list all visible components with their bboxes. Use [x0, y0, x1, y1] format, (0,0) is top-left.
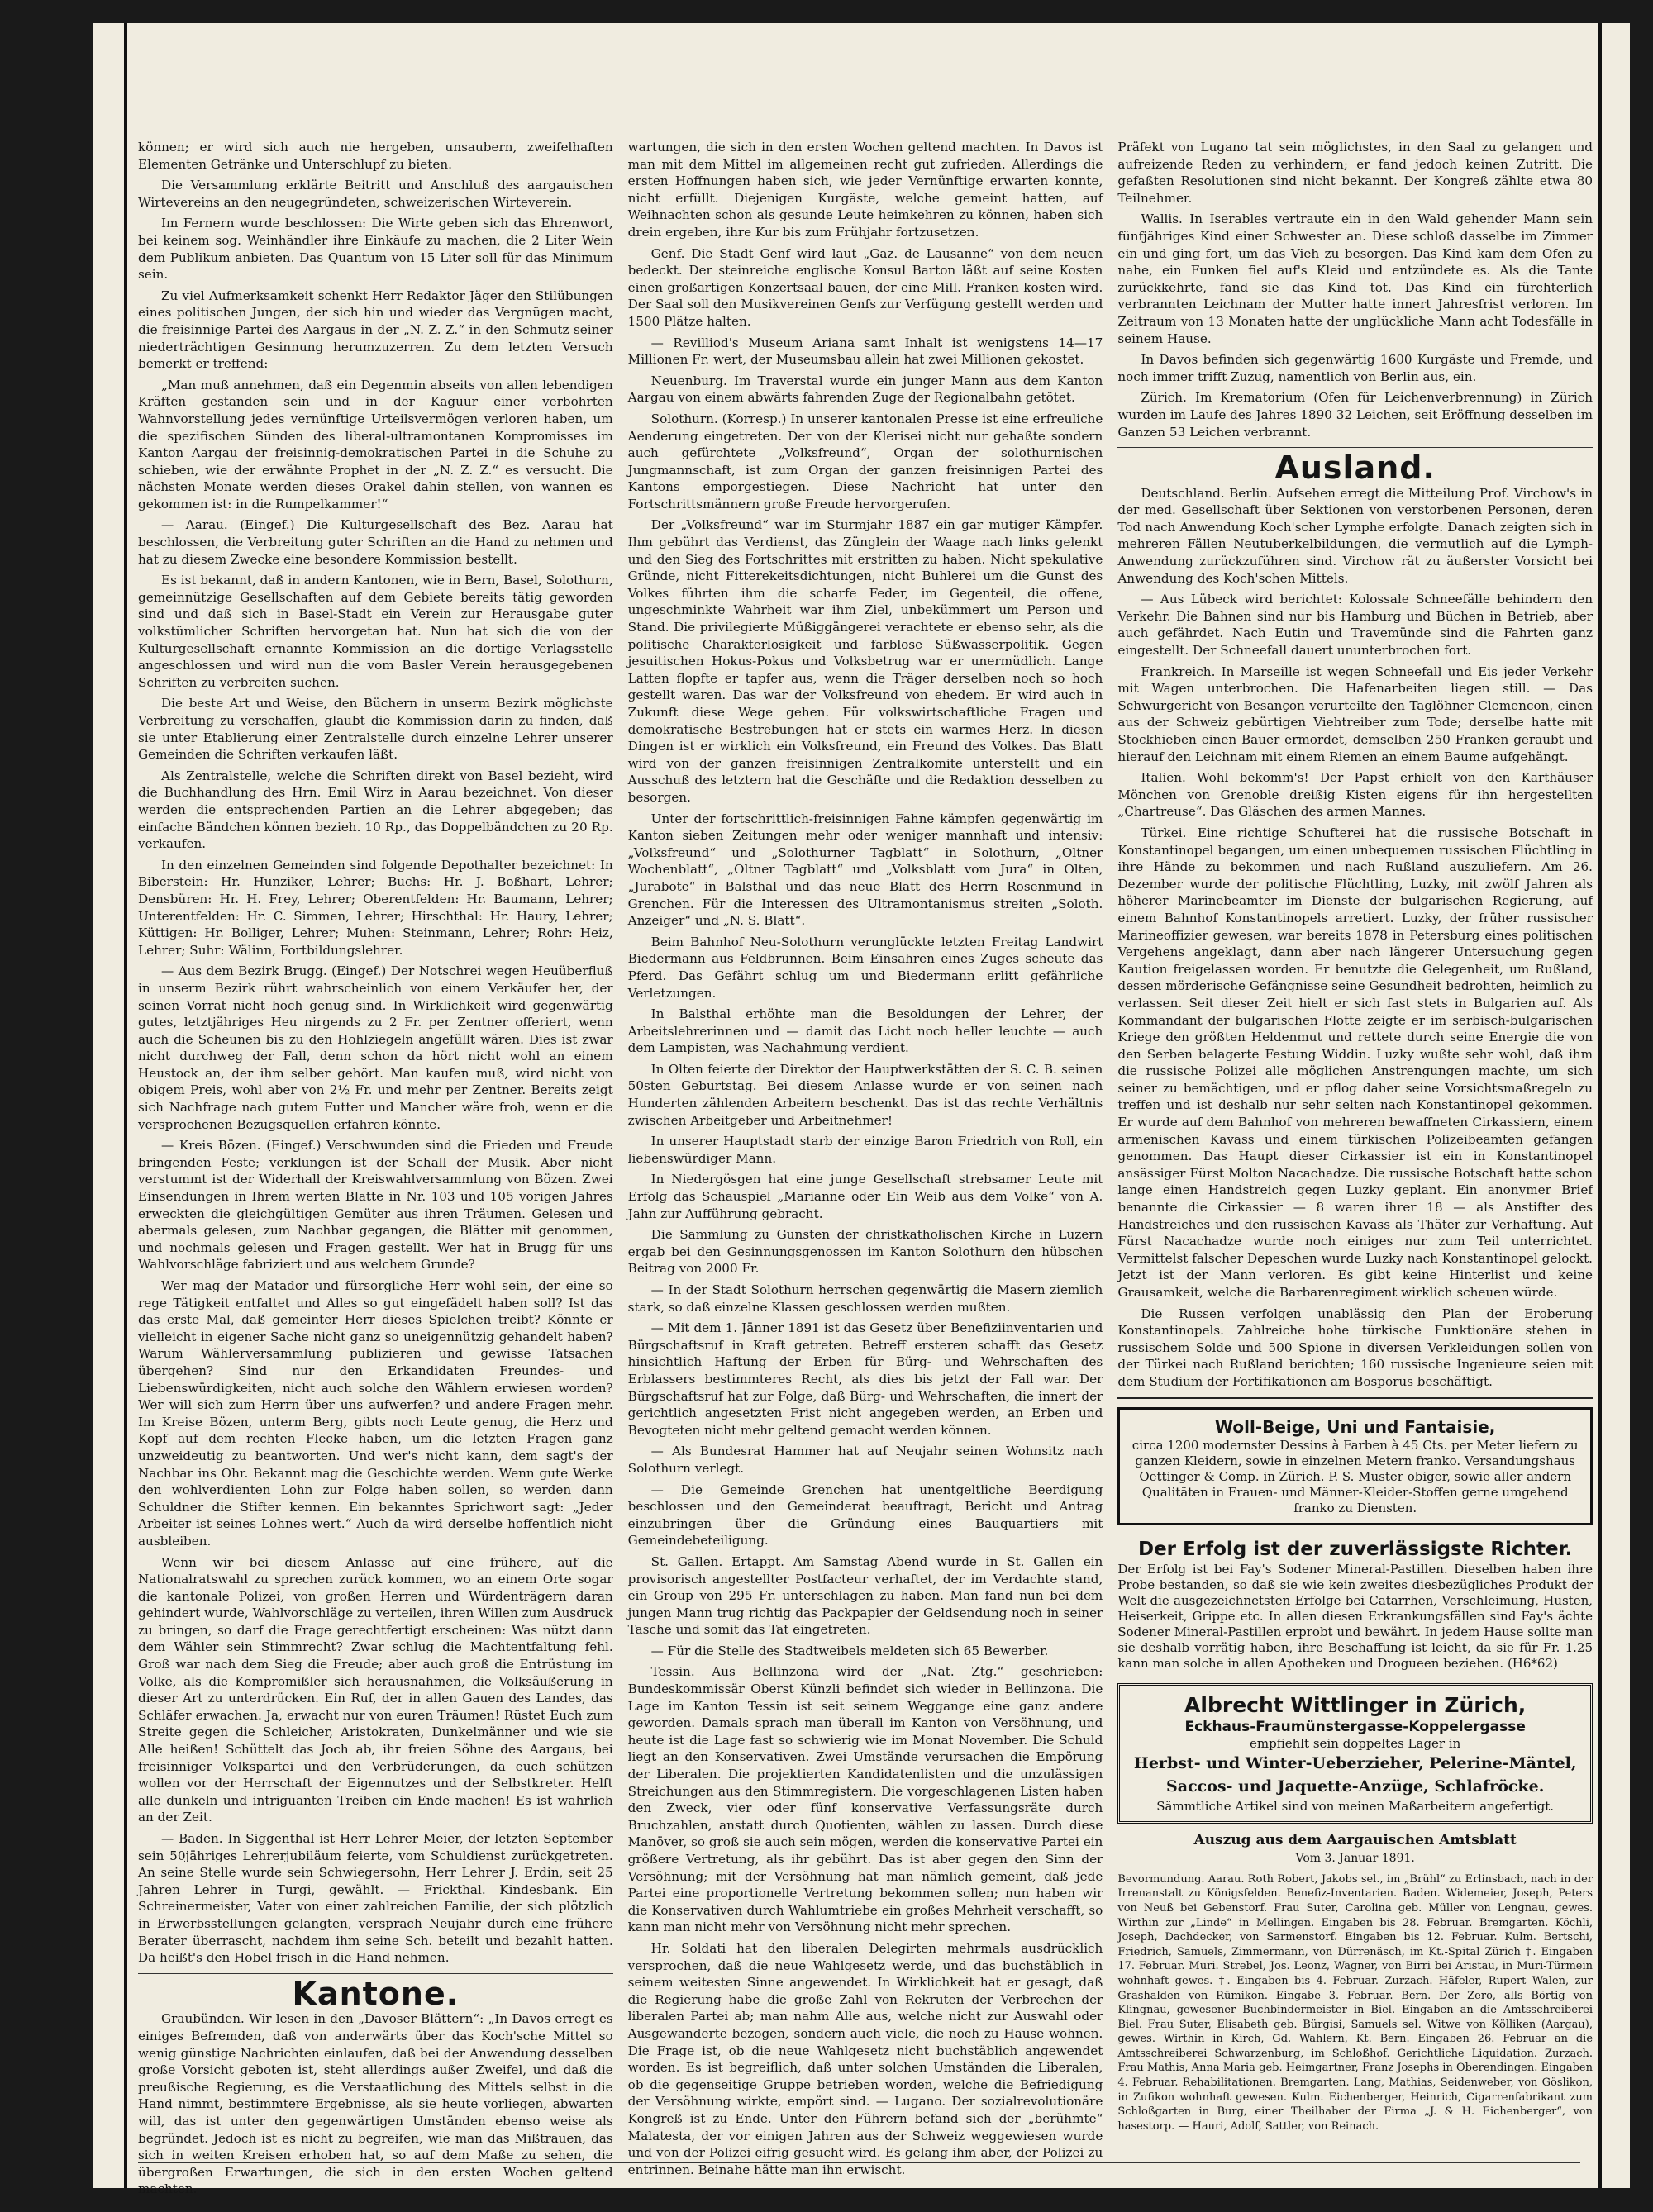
column-1-paragraph: Es ist bekannt, daß in andern Kantonen, wie in Bern, Basel, Solothurn, gemeinnützige Gesellschaften auf dem Gebiete bereits tätig geworden sind und daß sich in Basel-Stadt ein Verein zur Herausgabe guter volkstümlicher Schriften hervorgetan hat. Nun hat sich die von der Kulturgesellschaft ernannte Kommission an die dortige Verlagsstelle angeschlossen und wird nun die vom Basler Verein herausgegebenen Schriften zu verbreiten suchen. [138, 573, 613, 690]
amtsblatt-date: Vom 3. Januar 1891. [1295, 1852, 1415, 1866]
column-1-paragraph: In den einzelnen Gemeinden sind folgende Depothalter bezeichnet: In Biberstein: Hr. Hunziker, Lehrer; Buchs: Hr. J. Boßhart, Lehrer; Densbüren: Hr. H. Frey, Lehrer; Oberentfelden: Hr. Baumann, Lehrer; Unterentfelden: Hr. C. Simmen, Lehrer; Hirschthal: Hr. Haury, Lehrer; Küttigen: Hr. Bolliger, Lehrer; Muhen: Steinmann, Lehrer; Rohr: Heiz, Lehrer; Suhr: Wälinn, Fortbildungslehrer. [138, 857, 613, 958]
column-2-paragraph: — Mit dem 1. Jänner 1891 ist das Gesetz über Benefiziinventarien und Bürgschaftsruf in Kraft getreten. Betreff ersteren schafft das Gesetz hinsichtlich Haftung der Erben für Bürg- und Wehrschaften des Erblassers bestimmteres Recht, als dies bis jetzt der Fall war. Der Bürgschaftsruf hat zur Folge, daß Bürg- und Wehrschaften, die innert der gerichtlich angesetzten Frist nicht angegeben werden, an Erben und Bevogteten nicht mehr geltend gemacht werden können. [627, 1320, 1103, 1438]
column-3-paragraph: Die Russen verfolgen unablässig den Plan der Eroberung Konstantinopels. Zahlreiche hohe türkische Funktionäre stehen in russischem Solde und 500 Spione in diversen Verkleidungen sollen von der Türkei nach Rußland berichten; 160 russische Ingenieure seien mit dem Studium der Fortifikationen am Bosporus beschäftigt. [1117, 1306, 1593, 1389]
column-1 [138, 139, 613, 2197]
right-border-rule [1598, 23, 1602, 2188]
ad-title: Albrecht Wittlinger in Zürich, [1184, 1692, 1527, 1717]
ad-title: Woll-Beige, Uni und Fantaisie, [1215, 1416, 1496, 1437]
column-1-paragraph: — Baden. In Siggenthal ist Herr Lehrer Meier, der letzten September sein 50jähriges Lehrerjubiläum feierte, vom Schuldienst zurückgetreten. An seine Stelle wurde sein Schwiegersohn, Herr Lehrer J. Erdin, seit 25 Jahren Lehrer in Turgi, gewählt. — Frickthal. Kindesbank. Ein Schreinermeister, Vater von einer zahlreichen Familie, der sich plötzlich in Erwerbsstellungen gelangten, versprach Neujahr durch eine frühere Berater überrascht, nachdem ihm seine Sch. beteilt und bezahlt hatten. Da heißt's den Hobel frisch in die Hand nehmen. [138, 1831, 613, 1966]
column-2-paragraph: Unter der fortschrittlich-freisinnigen Fahne kämpfen gegenwärtig im Kanton sieben Zeitungen mehr oder weniger mannhaft und intensiv: „Volksfreund“ und „Solothurner Tagblatt“ in Solothurn, „Oltner Wochenblatt“, „Oltner Tagblatt“ und „Volksblatt vom Jura“ in Olten, „Jurabote“ in Balsthal und das neue Blatt des Herrn Rosenmund in Grenchen. Für die Interessen des Ultramontanismus streiten „Soloth. Anzeiger“ und „N. S. Blatt“. [627, 811, 1103, 929]
column-1-paragraph: Im Fernern wurde beschlossen: Die Wirte geben sich das Ehrenwort, bei keinem sog. Weinhändler ihre Einkäufe zu machen, die 2 Liter Wein dem Publikum anbieten. Das Quantum von 15 Liter soll für das Minimum sein. [138, 216, 613, 283]
newspaper-page [93, 23, 1630, 2197]
column-2-paragraph: — Für die Stelle des Stadtweibels meldeten sich 65 Bewerber. [650, 1643, 1049, 1658]
ad-products: Herbst- und Winter-Ueberzieher, Pelerine-Mäntel, Saccos- und Jaquette-Anzüge, Schlafröcke. [1133, 1753, 1577, 1796]
column-3-paragraph: Zürich. Im Krematorium (Ofen für Leichenverbrennung) in Zürich wurden im Laufe des Jahres 1890 32 Leichen, seit Eröffnung desselben im Ganzen 53 Leichen verbrannt. [1117, 390, 1593, 440]
column-1-paragraph: Die beste Art und Weise, den Büchern in unserm Bezirk möglichste Verbreitung zu verschaffen, glaubt die Kommission darin zu finden, daß sie unter Etablierung einer Zentralstelle durch einzelne Lehrer unserer Gemeinden die Schriften verkaufen läßt. [138, 696, 613, 763]
column-1-paragraph: „Man muß annehmen, daß ein Degenmin abseits von allen lebendigen Kräften gestanden sein und in der Kaguur einer verbohrten Wahnvorstellung jedes vernünftige Urteilsvermögen verloren haben, um die spezifischen Sünden des liberal-ultramontanen Kompromisses im Kanton Aargau der freisinnig-demokratischen Partei in die Schuhe zu schieben, wie der erwähnte Prophet in der „N. Z. Z.“ es versucht. Die nächsten Monate werden dieses Orakel dahin stellen, von wannen es gekommen ist: in die Rumpelkammer!“ [138, 377, 613, 511]
column-2-paragraph: Der „Volksfreund“ war im Sturmjahr 1887 ein gar mutiger Kämpfer. Ihm gebührt das Verdienst, das Zünglein der Waage nach links gelenkt und den Sieg des Fortschrittes mit erstritten zu haben. Nicht spekulative Gründe, nicht Fitterekeitsdichtungen, nicht Buhlerei um die Gunst des Volkes führten ihm die scharfe Feder, im Gegenteil, die offene, ungeschminkte Wahrheit war ihm Ziel, unbekümmert um Person und Stand. Die privilegierte Müßiggängerei verachtete er ebenso sehr, als die politische Charakterlosigkeit und farblose Süßwasserpolitik. Gegen jesuitischen Hokus-Pokus und Volksbetrug war er unermüdlich. Lange Latten flopfte er tapfer aus, wenn die Träger derselben noch so hoch gestellt waren. Das war der Volksfreund von ehedem. Er wird auch in Zukunft diese Wege gehen. Für volkswirtschaftliche Fragen und demokratische Bestrebungen hat er stets ein warmes Herz. In diesen Dingen ist er wirklich ein Volksfreund, ein Freund des Volkes. Das Blatt wird von der ganzen freisinnigen Zentralkomite unterstellt und ein Ausschuß des letztern hat die Geschäfte und die Redaktion desselben zu besorgen. [627, 517, 1103, 805]
column-3-paragraph: — Aus Lübeck wird berichtet: Kolossale Schneefälle behindern den Verkehr. Die Bahnen sind nur bis Hamburg und Büchen in Betrieb, aber auch gefährdet. Nach Eutin und Travemünde sind die Fahrten ganz eingestellt. Der Schneefall dauert ununterbrochen fort. [1117, 592, 1593, 659]
column-2-paragraph: Neuenburg. Im Traverstal wurde ein junger Mann aus dem Kanton Aargau von einem abwärts fahrenden Zuge der Regionalbahn getötet. [627, 373, 1103, 406]
column-2 [627, 139, 1103, 2177]
column-3-paragraph: Deutschland. Berlin. Aufsehen erregt die Mitteilung Prof. Virchow's in der med. Gesellschaft über Sektionen von verstorbenen Personen, deren Tod nach Anwendung Koch'scher Lymphe erfolgte. Danach zeigten sich in mehreren Fällen Neutuberkelbildungen, die vermutlich auf die Lymph-Anwendung zurückzuführen sind. Virchow rät zu äußerster Vorsicht bei Anwendung des Koch'schen Mittels. [1117, 485, 1593, 586]
section-divider [1117, 1397, 1593, 1399]
column-1-paragraph: Als Zentralstelle, welche die Schriften direkt von Basel bezieht, wird die Buchhandlung des Hrn. Emil Wirz in Aarau bezeichnet. Von dieser werden die entsprechenden Partien an die Lehrer abgegeben; das einfache Bändchen können bezieh. 10 Rp., das Doppelbändchen zu 20 Rp. verkaufen. [138, 768, 613, 852]
ad-address: Eckhaus-Fraumünstergasse-Koppelergasse [1184, 1718, 1526, 1735]
column-2-paragraph: St. Gallen. Ertappt. Am Samstag Abend wurde in St. Gallen ein provisorisch angestellter Postfacteur verhaftet, der im Verdachte stand, ein Group von 295 Fr. unterschlagen zu haben. Man fand nun bei dem jungen Mann trug richtig das Packpapier der Geldsendung noch in seiner Tasche und somit das Tat eingetreten. [627, 1553, 1103, 1638]
ad-text: circa 1200 modernster Dessins à Farben à 45 Cts. per Meter liefern zu ganzen Kleidern, sowie in einzelnen Metern franko. Versandungshaus Oettinger & Comp. in Zürich. P. S. Muster obiger, sowie aller andern Qualitäten in Frauen- und Männer-Kleider-Stoffen gerne umgehend franko zu Diensten. [1131, 1437, 1579, 1515]
kantone-heading: Kantone. [292, 1975, 460, 2012]
column-2-paragraph: Beim Bahnhof Neu-Solothurn verunglückte letzten Freitag Landwirt Biedermann aus Feldbrunnen. Beim Einsahren eines Zuges scheute das Pferd. Das Gefährt schlug um und Biedermann erlitt gefährliche Verletzungen. [627, 934, 1103, 1001]
column-2-paragraph: In Balsthal erhöhte man die Besoldungen der Lehrer, der Arbeitslehrerinnen und — damit das Licht noch heller leuchte — auch dem Lampisten, was Nachahmung verdient. [627, 1006, 1103, 1056]
column-2-paragraph: In Niedergösgen hat eine junge Gesellschaft strebsamer Leute mit Erfolg das Schauspiel „Marianne oder Ein Weib aus dem Volke“ von A. Jahn zur Aufführung gebracht. [627, 1172, 1103, 1221]
column-2-paragraph: In unserer Hauptstadt starb der einzige Baron Friedrich von Roll, ein liebenswürdiger Mann. [627, 1134, 1103, 1166]
column-1-paragraph: Wenn wir bei diesem Anlasse auf eine frühere, auf die Nationalratswahl zu sprechen zurück kommen, wo an einem Orte sogar die kantonale Polizei, von großen Herren und Würdenträgern daran gehindert wurde, Wahlvorschläge zu verteilen, ihren Willen zum Ausdruck zu bringen, so darf die Frage gerechtfertigt erscheinen: Was nützt dann dem Wähler sein Stimmrecht? Zwar schlug die Machtentfaltung fehl. Groß war nach dem Sieg die Freude; aber auch groß die Entrüstung im Volke, als die Kompromißler sich herausnahmen, die Volksäußerung in dieser Art zu unterdrücken. Ein Ruf, der in allen Gauen des Landes, das Schläfer erwachen. Ja, erwacht nur von euren Träumen! Rüstet Euch zum Streite gegen die Schleicher, Aristokraten, Dunkelmänner und wie sie Alle heißen! Schüttelt das Joch ab, ihr freien Söhne des Aargaus, bei freisinniger Volkspartei und den Verbrüderungen, da euch schützen wollen vor der Herrschaft der Eigennutzes und der Selbstkreter. Helft alle dunkeln und intriguanten Treiben ein Ende machen! Es ist wahrlich an der Zeit. [138, 1554, 613, 1825]
column-2-paragraph: Solothurn. (Korresp.) In unserer kantonalen Presse ist eine erfreuliche Aenderung eingetreten. Der von der Klerisei nicht nur gehaßte sondern auch gefürchtete „Volksfreund“, Organ der solothurnischen Jungmannschaft, ist zum Organ der ganzen freisinnigen Partei des Kantons emporgestiegen. Diese Nachricht hat unter den Fortschrittsmännern große Freude hervorgerufen. [627, 411, 1103, 511]
column-3-paragraph: In Davos befinden sich gegenwärtig 1600 Kurgäste und Fremde, und noch immer trifft Zuzug, namentlich von Berlin aus, ein. [1117, 352, 1593, 384]
ausland-heading: Ausland. [1274, 450, 1436, 487]
column-2-paragraph: wartungen, die sich in den ersten Wochen geltend machten. In Davos ist man mit dem Mittel im allgemeinen recht gut zufrieden. Allerdings die ersten Hoffnungen haben sich, wie jeder Vernünftige erwarten konnte, nicht erfüllt. Diejenigen Kurgäste, welche gemeint hatten, auf Weihnachten schon als gesunde Leute heimkehren zu können, haben sich drein ergeben, ihre Kur bis zum Frühjahr fortzusetzen. [627, 140, 1103, 240]
column-1-paragraph: Graubünden. Wir lesen in den „Davoser Blättern“: „In Davos erregt es einiges Befremden, daß von anderwärts über das Koch'sche Mittel so wenig günstige Nachrichten einlaufen, daß bei der Anwendung desselben große Vorsicht geboten ist, steht allerdings außer Zweifel, und daß die preußische Regierung, es die Verstaatlichung des Mittels selbst in die Hand nimmt, bestimmtere Ergebnisse, als sie heute vorliegen, abwarten will, das ist unter den gegenwärtigen Umständen ebenso weise als begründet. Jedoch ist es nicht zu begreifen, wie man das Mißtrauen, das sich in weiten Kreisen erhoben hat, so auf dem Maße zu sehen, die übergroßen Erwartungen, die sich in den ersten Wochen geltend machten. [138, 2011, 613, 2197]
section-divider [138, 1973, 613, 1974]
ad-title: Der Erfolg ist der zuverlässigste Richter. [1137, 1538, 1573, 1560]
column-1-paragraph: — Kreis Bözen. (Eingef.) Verschwunden sind die Frieden und Freude bringenden Feste; verklungen ist der Schall der Musik. Aber nicht verstummt ist der Widerhall der Kreiswahlversammlung von Bözen. Zwei Einsendungen in Ihrem werten Blatte in Nr. 103 und 105 vorigen Jahres erweckten die gleichgültigen Gemüter aus ihren Träumen. Gelesen und abermals gelesen, zum Nachbar gegangen, die Blätter mit genommen, und nochmals gelesen und Fragen gestellt. Wer hat in Brugg für uns Wahlvorschläge fabriziert und aus welchem Grunde? [138, 1138, 613, 1272]
column-1-paragraph: — Aus dem Bezirk Brugg. (Eingef.) Der Notschrei wegen Heuüberfluß in unserm Bezirk rührt wahrscheinlich von einem Verkäufer her, der seinen Vorrat nicht hoch genug sind. In Wirklichkeit wird gegenwärtig gutes, letztjähriges Heu nirgends zu 2 Fr. per Zentner offeriert, wenn auch die Scheunen bis zu den Hohlziegeln angefüllt wären. Dies ist zwar nicht durchweg der Fall, denn schon da hört nicht wohl an einem Heustock an, der ihm selber gehört. Man kaufen muß, wird nicht von obigem Preis, wohl aber von 2½ Fr. und mehr per Zentner. Bereits zeigt sich Nachfrage nach gutem Futter und Mancher wäre froh, wenn er die versprochenen Bezugsquellen erfahren könnte. [138, 963, 613, 1132]
column-3-paragraph: Türkei. Eine richtige Schufterei hat die russische Botschaft in Konstantinopel begangen, um einen unbequemen russischen Flüchtling in ihre Hände zu bekommen und nach Rußland auszuliefern. Am 26. Dezember wurde der politische Flüchtling, Luzky, mit zwölf Jahren als höherer Marinebeamter im Dienste der bulgarischen Regierung, auf einem Bahnhof Konstantinopels arretiert. Luzky, der früher russischer Marineoffizier gewesen, war bereits 1878 in Petersburg eines politischen Vergehens angeklagt, dann aber nach längerer Untersuchung gegen Kaution freigelassen worden. Er benutzte die Gelegenheit, um Rußland, dessen mörderische Gefängnisse seine Gesundheit bedrohten, heimlich zu verlassen. Seit dieser Zeit hielt er sich fast stets in Bulgarien auf. Als Kommandant der bulgarischen Flotte zeigte er im serbisch-bulgarischen Kriege den größten Heldenmut und rettete durch seine Energie die von den Serben belagerte Festung Widdin. Luzky wußte sehr wohl, daß ihm die russische Polizei alle möglichen Anstrengungen machte, um sich seiner zu bemächtigen, und er pflog daher seine Vorsichtsmaßregeln zu treffen und ist deshalb nur sehr selten nach Konstantinopel gekommen. Er wurde auf dem Bahnhof von mehreren bewaffneten Cirkassiern, einem armenischen Kavass und einem türkischen Polizeibeamten gefangen genommen. Das Haupt dieser Cirkassier ist ein in Konstantinopel ansässiger Fürst Molton Nacachadze. Die russische Botschaft hatte schon lange einen Handstreich gegen Luzky geplant. Ein anonymer Brief benannte die Cirkassier — 8 waren ihrer 18 — als Anstifter des Handstreiches und den russischen Kavass als Thäter zur Verhaftung. Auf Fürst Nacachadze wurde noch einiges nur zum Teil unterrichtet. Vermittelst falscher Depeschen wurde Luzky nach Konstantinopel gelockt. Jetzt ist der Mann verloren. Es gibt keine Hinterlist und keine Grausamkeit, welche die Barbarenregiment wirklich scheuen würde. [1117, 825, 1593, 1300]
ad-fays-sodener [1117, 1534, 1593, 1675]
column-3 [1117, 139, 1593, 2155]
column-3-paragraph: Wallis. In Iserables vertraute ein in den Wald gehender Mann sein fünfjähriges Kind einer Schwester an. Diese schloß dasselbe im Zimmer ein und ging fort, um das Vieh zu besorgen. Das Kind kam dem Ofen zu nahe, ein Funken fiel auf's Kleid und entzündete es. Als die Tante zurückkehrte, fand sie das Kind tot. Das Kind ein fürchterlich verbrannten Leichnam der Mutter hatte innert Jahresfrist verloren. Im Zeitraum von 13 Monaten hatte der unglückliche Mann acht Todesfälle in seinem Hause. [1117, 212, 1593, 346]
ad-albrecht-wittlinger [1117, 1683, 1593, 1824]
column-2-paragraph: — Revilliod's Museum Ariana samt Inhalt ist wenigstens 14—17 Millionen Fr. wert, der Museumsbau allein hat zwei Millionen gekostet. [627, 335, 1103, 368]
section-divider [1117, 447, 1593, 448]
column-1-paragraph: Wer mag der Matador und fürsorgliche Herr wohl sein, der eine so rege Tätigkeit entfaltet und Alles so gut eingefädelt haben soll? Ist das das erste Mal, daß gemeinter Herr dieses Spielchen treibt? Könnte er vielleicht in eigener Sache nicht ganz so uneigennützig gehandelt haben? Warum Wählerversammlung publizieren und gewisse Tatsachen übergehen? Sind nur den Erkandidaten Freundes- und Liebenswürdigkeiten, nicht auch solche den Wählern erwiesen worden? Wer will sich zum Herrn über uns aufwerfen? und andere Fragen mehr. Im Kreise Bözen, unterm Berg, gibts noch Leute genug, die Herz und Kopf auf dem rechten Flecke haben, um die letzten Fragen ganz unzweideutig zu beantworten. Und wer's nicht kann, dem sagt's der Nachbar ins Ohr. Bekannt mag die Geschichte werden. Wenn gute Werke den wohlverdienten Lohn zur Folge haben sollen, so werden dann Schuldner die Stifter kennen. Ein bekanntes Sprichwort sagt: „Jeder Arbeiter ist seines Lohnes wert.“ Auch da wird derselbe hoffentlich nicht ausbleiben. [138, 1278, 613, 1548]
bottom-rule [138, 2162, 1580, 2163]
left-border-rule [124, 23, 127, 2188]
column-2-paragraph: Genf. Die Stadt Genf wird laut „Gaz. de Lausanne“ von dem neuen bedeckt. Der steinreiche englische Konsul Barton läßt auf seine Kosten einen großartigen Konzertsaal bauen, der eine Mill. Franken kosten wird. Der Saal soll den Musikvereinen Genfs zur Verfügung gestellt werden und 1500 Plätze halten. [627, 245, 1103, 329]
column-1-paragraph: — Aarau. (Eingef.) Die Kulturgesellschaft des Bez. Aarau hat beschlossen, die Verbreitung guter Schriften an die Hand zu nehmen und hat zu diesem Zwecke eine besondere Kommission bestellt. [138, 517, 613, 567]
amtsblatt-entries: Bevormundung. Aarau. Roth Robert, Jakobs sel., im „Brühl“ zu Erlinsbach, nach in der Irrenanstalt zu Königsfelden. Benefiz-Inventarien. Baden. Widemeier, Joseph, Peters von Neuß bei Gebenstorf. Frau Suter, Carolina geb. Müller von Lengnau, gewes. Wirthin zur „Linde“ in Mellingen. Eingaben bis 28. Februar. Bremgarten. Köchli, Joseph, Dachdecker, von Sarmenstorf. Eingaben bis 12. Februar. Kulm. Bertschi, Friedrich, Samuels, Zimmermann, von Dürrenäsch, im Kt.-Spital Zürich †. Eingaben 17. Februar. Muri. Strebel, Jos. Leonz, Wagner, von Birri bei Aristau, in Muri-Türmein wohnhaft gewes. †. Eingaben bis 4. Februar. Zurzach. Häfeler, Rupert Walen, zur Grashalden von Rümikon. Eingabe 3. Februar. Bern. Der Zero, alls Börtig von Klingnau, gewesener Buchbindermeister in Biel. Eingaben an die Amtsschreiberei Biel. Frau Suter, Elisabeth geb. Bürgisi, Samuels sel. Witwe von Kölliken (Aargau), gewes. Wirthin in Kirch, Gd. Wahlern, Kt. Bern. Eingaben 26. Februar an die Amtsschreiberei Schwarzenburg, im Schloßhof. Gerichtliche Liquidation. Zurzach. Frau Mathis, Anna Maria geb. Heimgartner, Franz Josephs in Oberendingen. Eingaben 4. Februar. Rehabilitationen. Bremgarten. Lang, Mathias, Seidenweber, von Göslikon, in Zufikon wohnhaft gewesen. Kulm. Eichenberger, Heinrich, Cigarrenfabrikant zum Schloßgarten in Burg, einer Theilhaber der Firma „J. & H. Eichenberger“, von hasestorp. — Hauri, Adolf, Sattler, von Reinach. [1117, 1872, 1593, 2133]
column-3-paragraph: Frankreich. In Marseille ist wegen Schneefall und Eis jeder Verkehr mit Wagen unterbrochen. Die Hafenarbeiten liegen still. — Das Schwurgericht von Besançon verurteilte den Taglöhner Clemencon, einen aus der Schweiz gebürtigen Viehtreiber zum Tode; derselbe hatte mit Stockhieben einen Bauer ermordet, demselben 250 Franken geraubt und hierauf den Leichnam mit einem Riemen an einem Baume aufgehängt. [1117, 664, 1593, 764]
amtsblatt-heading: Auszug aus dem Aargauischen Amtsblatt [1193, 1831, 1517, 1848]
column-2-paragraph: Die Sammlung zu Gunsten der christkatholischen Kirche in Luzern ergab bei den Gesinnungsgenossen im Kanton Solothurn den hübschen Beitrag von 2000 Fr. [627, 1227, 1103, 1277]
column-3-paragraph: Präfekt von Lugano tat sein möglichstes, in den Saal zu gelangen und aufreizende Reden zu verhindern; er fand jedoch keinen Zutritt. Die gefaßten Resolutionen sind nicht bekannt. Der Kongreß zählte etwa 80 Teilnehmer. [1117, 140, 1593, 206]
column-2-paragraph: In Olten feierte der Direktor der Hauptwerkstätten der S. C. B. seinen 50sten Geburtstag. Bei diesem Anlasse wurde er von seinen nach Hunderten zählenden Arbeitern beschenkt. Das ist das rechte Verhältnis zwischen Arbeitgeber und Arbeitnehmer! [627, 1061, 1103, 1128]
column-2-paragraph: Hr. Soldati hat den liberalen Delegirten mehrmals ausdrücklich versprochen, daß die neue Wahlgesetz werde, und das buchstäblich in seinem weitesten Sinne angewendet. In Wirklichkeit hat er gesagt, daß die Regierung habe die große Zahl von Rekruten der Verbrechen der liberalen Partei ab; man nahm Alle aus, welche nicht zur Auswahl oder Ausgewanderte bezogen, sondern auch viele, die noch zu Hause wohnen. Die Frage ist, ob die neue Wahlgesetz nicht buchstäblich angewendet worden. Es ist begreiflich, daß unter solchen Umständen die Liberalen, ob die gegenseitige Gruppe betrieben worden, welche die Befriedigung der Versöhnung wirkte, empört sind. — Lugano. Der sozialrevolutionäre Kongreß ist zu Ende. Unter den Führern befand sich der „berühmte“ Malatesta, der vor einigen Jahren aus der Schweiz weggewiesen wurde und von der Polizei eifrig gesucht wird. Es gelang ihm aber, der Polizei zu entrinnen. Beinahe hätte man ihn erwischt. [627, 1940, 1103, 2177]
column-2-paragraph: — In der Stadt Solothurn herrschen gegenwärtig die Masern ziemlich stark, so daß einzelne Klassen geschlossen werden mußten. [627, 1282, 1103, 1315]
column-1-paragraph: Zu viel Aufmerksamkeit schenkt Herr Redaktor Jäger den Stilübungen eines politischen Jungen, der sich hin und wieder das Vergnügen macht, die freisinnige Partei des Aargaus in der „N. Z. Z.“ in den Schmutz seiner niederträchtigen Gesinnung herumzuzerren. Zu dem letzten Versuch bemerkt er treffend: [138, 288, 613, 372]
column-2-paragraph: Tessin. Aus Bellinzona wird der „Nat. Ztg.“ geschrieben: Bundeskommissär Oberst Künzli befindet sich wieder in Bellinzona. Die Lage im Kanton Tessin ist seit seinem Weggange eine ganz andere geworden. Damals sprach man überall im Kanton von Versöhnung, und heute ist die Lage fast so schwierig wie im Monat November. Die Schuld liegt an den Konservativen. Zwei Umstände verursachen die Empörung der Liberalen. Die projektierten Kandidatenlisten und die unzulässigen Streichungen aus den Stimmregistern. Die vorgeschlagenen Listen haben den Zweck, vier oder fünf konservative Verfassungsräte durch Bruchzahlen, anstatt durch Quotienten, wählen zu lassen. Durch diese Manöver, so groß sie auch sein mögen, werden die konservative Partei ein größere Vertretung, als ihr gebührt. Das ist aber gegen den Sinn der Versöhnung; mit der Versöhnung hat man nämlich gemeint, daß jede Partei eine proportionelle Vertretung bekommen sollen; nun haben wir die Konservativen durch Wahlumtriebe ein großes Mehrheit verschafft, so kann man nicht mehr von Versöhnung nicht mehr sprechen. [627, 1664, 1103, 1935]
column-3-paragraph: Italien. Wohl bekomm's! Der Papst erhielt von den Karthäuser Mönchen von Grenoble dreißig Kisten eigens für ihn hergestellten „Chartreuse“. Das Gläschen des armen Mannes. [1117, 770, 1593, 820]
ad-text: Sämmtliche Artikel sind von meinen Maßarbeitern angefertigt. [1156, 1798, 1555, 1814]
column-1-paragraph: Die Versammlung erklärte Beitritt und Anschluß des aargauischen Wirtevereins an den neugegründeten, schweizerischen Wirteverein. [138, 178, 613, 210]
ad-text: empfiehlt sein doppeltes Lager in [1250, 1735, 1461, 1751]
column-1-paragraph: können; er wird sich auch nie hergeben, unsaubern, zweifelhaften Elementen Getränke und Unterschlupf zu bieten. [138, 140, 613, 172]
column-2-paragraph: — Die Gemeinde Grenchen hat unentgeltliche Beerdigung beschlossen und den Gemeinderat beauftragt, Bericht und Antrag einzubringen über die Gründung eines Bauquartiers mit Gemeindebeteiligung. [627, 1482, 1103, 1548]
text-columns [138, 139, 1593, 2197]
ad-text: Der Erfolg ist bei Fay's Sodener Mineral-Pastillen. Dieselben haben ihre Probe bestanden, so daß sie wie kein zweites diesbezügliches Produkt der Welt die ausgezeichnetsten Erfolge bei Catarrhen, Verschleimung, Husten, Heiserkeit, Grippe etc. In allen diesen Erkrankungsfällen sind Fay's ächte Sodener Mineral-Pastillen erprobt und bewährt. In jedem Hause sollte man sie deshalb vorrätig haben, ihre Beschaffung ist leicht, da sie für Fr. 1.25 kann man solche in allen Apotheken und Drogueen beziehen. (H6*62) [1117, 1561, 1593, 1671]
column-2-paragraph: — Als Bundesrat Hammer hat auf Neujahr seinen Wohnsitz nach Solothurn verlegt. [627, 1444, 1103, 1476]
ad-woll-beige [1117, 1407, 1593, 1525]
